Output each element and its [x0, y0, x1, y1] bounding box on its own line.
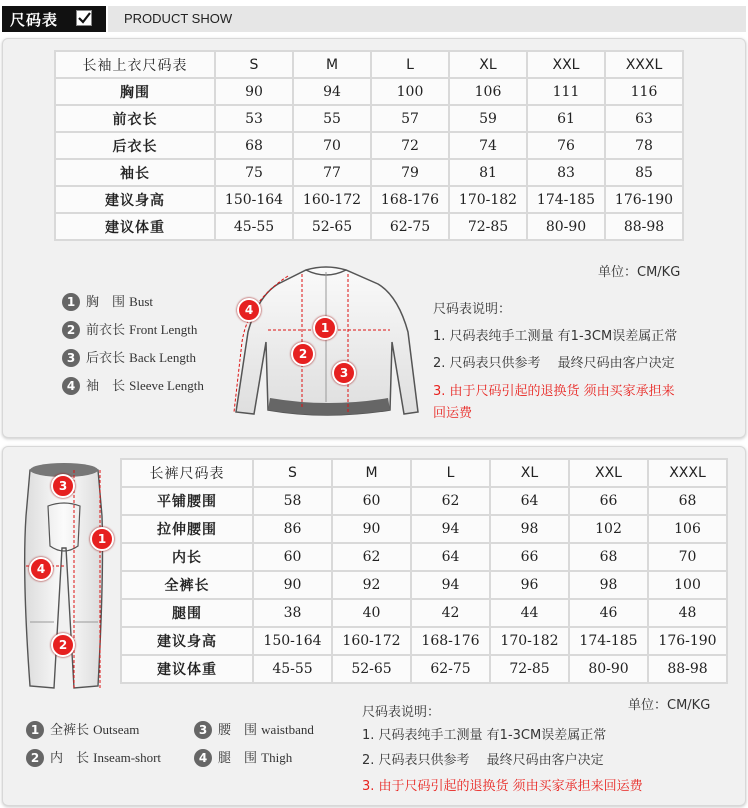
table-cell: 116: [606, 79, 682, 104]
size-header-l: L: [412, 460, 489, 486]
table-cell: 60: [254, 544, 331, 570]
row-label: 全裤长: [122, 572, 252, 598]
legend-label-zh: 后衣长: [86, 351, 126, 366]
table-row: [56, 79, 682, 104]
table-row: [122, 544, 726, 570]
jersey-unit-label: 单位：CM/KG: [598, 265, 681, 280]
table-cell: 55: [294, 106, 370, 131]
pants-size-table: [120, 458, 728, 684]
legend-label-en: waistband: [261, 722, 314, 737]
table-header-row: [56, 52, 682, 77]
legend-label-zh: 腰 围: [218, 723, 258, 738]
marker-inseam-icon: 2: [51, 633, 75, 657]
legend-item-inseam: [26, 747, 161, 767]
table-cell: 70: [649, 544, 726, 570]
row-label: 腿围: [122, 600, 252, 626]
table-cell: 64: [412, 544, 489, 570]
marker-bust-icon: 1: [313, 316, 337, 340]
table-cell: 86: [254, 516, 331, 542]
pants-note-3: 3. 由于尺码引起的退换货 须由买家承担来回运费: [362, 779, 643, 794]
table-cell: 40: [333, 600, 410, 626]
table-row: [122, 656, 726, 682]
number-badge-icon: 1: [62, 293, 80, 311]
table-cell: 80-90: [570, 656, 647, 682]
table-cell: 150-164: [254, 628, 331, 654]
table-cell: 62-75: [372, 214, 448, 239]
marker-sleeve-length-icon: 4: [237, 298, 261, 322]
table-cell: 79: [372, 160, 448, 185]
table-cell: 90: [333, 516, 410, 542]
size-header-m: M: [333, 460, 410, 486]
row-label: 袖长: [56, 160, 214, 185]
table-cell: 106: [450, 79, 526, 104]
table-cell: 66: [570, 488, 647, 514]
legend-label-zh: 袖 长: [86, 379, 126, 394]
table-cell: 174-185: [570, 628, 647, 654]
number-badge-icon: 2: [62, 321, 80, 339]
table-row: [56, 133, 682, 158]
table-cell: 72-85: [491, 656, 568, 682]
size-header-s: S: [216, 52, 292, 77]
number-badge-icon: 4: [62, 377, 80, 395]
table-cell: 62-75: [412, 656, 489, 682]
table-cell: 68: [216, 133, 292, 158]
table-cell: 53: [216, 106, 292, 131]
table-title-cell: 长裤尺码表: [122, 460, 252, 486]
legend-label-zh: 前衣长: [86, 323, 126, 338]
size-header-xl: XL: [491, 460, 568, 486]
row-label: 胸围: [56, 79, 214, 104]
table-cell: 94: [294, 79, 370, 104]
marker-front-length-icon: 2: [291, 342, 315, 366]
table-row: [122, 572, 726, 598]
legend-label-en: Bust: [129, 294, 153, 309]
table-row: [56, 214, 682, 239]
size-header-m: M: [294, 52, 370, 77]
table-row: [56, 187, 682, 212]
pants-unit-label: 单位：CM/KG: [628, 698, 711, 713]
row-label: 建议体重: [122, 656, 252, 682]
number-badge-icon: 1: [26, 721, 44, 739]
header-bar: [0, 0, 748, 36]
pants-note-1: 1. 尺码表纯手工测量 有1-3CM误差属正常: [362, 728, 607, 743]
number-badge-icon: 3: [194, 721, 212, 739]
size-header-s: S: [254, 460, 331, 486]
size-header-xl: XL: [450, 52, 526, 77]
table-cell: 62: [333, 544, 410, 570]
legend-item-bust: [62, 291, 153, 311]
number-badge-icon: 3: [62, 349, 80, 367]
legend-item-sleeve-length: [62, 375, 204, 395]
table-cell: 52-65: [294, 214, 370, 239]
table-cell: 94: [412, 516, 489, 542]
table-cell: 42: [412, 600, 489, 626]
row-label: 建议身高: [122, 628, 252, 654]
table-row: [122, 516, 726, 542]
table-cell: 83: [528, 160, 604, 185]
table-cell: 92: [333, 572, 410, 598]
table-cell: 44: [491, 600, 568, 626]
jersey-note-1: 1. 尺码表纯手工测量 有1-3CM误差属正常: [433, 329, 678, 344]
legend-label-en: Outseam: [93, 722, 140, 737]
table-cell: 58: [254, 488, 331, 514]
table-cell: 85: [606, 160, 682, 185]
legend-label-en: Back Length: [129, 350, 196, 365]
marker-waistband-icon: 3: [51, 474, 75, 498]
size-header-xxl: XXL: [570, 460, 647, 486]
table-cell: 96: [491, 572, 568, 598]
table-cell: 76: [528, 133, 604, 158]
legend-label-zh: 全裤长: [50, 723, 90, 738]
table-header-row: [122, 460, 726, 486]
table-cell: 160-172: [294, 187, 370, 212]
table-row: [122, 488, 726, 514]
table-cell: 80-90: [528, 214, 604, 239]
table-cell: 174-185: [528, 187, 604, 212]
marker-thigh-icon: 4: [29, 557, 53, 581]
legend-item-back-length: [62, 347, 196, 367]
row-label: 建议体重: [56, 214, 214, 239]
table-cell: 170-182: [450, 187, 526, 212]
table-cell: 111: [528, 79, 604, 104]
table-cell: 106: [649, 516, 726, 542]
legend-label-en: Inseam-short: [93, 750, 162, 765]
legend-item-front-length: [62, 319, 197, 339]
table-cell: 78: [606, 133, 682, 158]
table-cell: 70: [294, 133, 370, 158]
table-cell: 72-85: [450, 214, 526, 239]
table-row: [122, 600, 726, 626]
size-header-xxxl: XXXL: [606, 52, 682, 77]
table-title-cell: 长袖上衣尺码表: [56, 52, 214, 77]
jersey-note-3-line1: 3. 由于尺码引起的退换货 须由买家承担来: [433, 384, 675, 399]
jersey-size-table: [54, 50, 684, 241]
table-cell: 98: [491, 516, 568, 542]
row-label: 前衣长: [56, 106, 214, 131]
table-cell: 168-176: [412, 628, 489, 654]
legend-item-waistband: [194, 719, 314, 739]
table-cell: 98: [570, 572, 647, 598]
table-cell: 52-65: [333, 656, 410, 682]
table-cell: 102: [570, 516, 647, 542]
table-cell: 77: [294, 160, 370, 185]
table-cell: 59: [450, 106, 526, 131]
table-cell: 66: [491, 544, 568, 570]
table-cell: 57: [372, 106, 448, 131]
table-cell: 176-190: [606, 187, 682, 212]
table-cell: 63: [606, 106, 682, 131]
legend-label-en: Sleeve Length: [129, 378, 204, 393]
table-cell: 74: [450, 133, 526, 158]
table-cell: 88-98: [606, 214, 682, 239]
table-cell: 170-182: [491, 628, 568, 654]
row-label: 拉伸腰围: [122, 516, 252, 542]
jersey-illustration: [228, 262, 424, 426]
table-cell: 94: [412, 572, 489, 598]
number-badge-icon: 2: [26, 749, 44, 767]
pants-note-2: 2. 尺码表只供参考 最终尺码由客户决定: [362, 753, 604, 768]
legend-label-zh: 腿 围: [218, 751, 258, 766]
row-label: 内长: [122, 544, 252, 570]
jersey-note-2: 2. 尺码表只供参考 最终尺码由客户决定: [433, 356, 675, 371]
table-cell: 68: [570, 544, 647, 570]
table-cell: 62: [412, 488, 489, 514]
table-cell: 176-190: [649, 628, 726, 654]
table-cell: 48: [649, 600, 726, 626]
table-cell: 81: [450, 160, 526, 185]
table-cell: 88-98: [649, 656, 726, 682]
table-row: [122, 628, 726, 654]
checkmark-icon: [76, 10, 92, 26]
legend-label-zh: 内 长: [50, 751, 90, 766]
table-cell: 72: [372, 133, 448, 158]
table-cell: 100: [372, 79, 448, 104]
table-cell: 150-164: [216, 187, 292, 212]
row-label: 建议身高: [56, 187, 214, 212]
marker-back-length-icon: 3: [332, 361, 356, 385]
table-cell: 68: [649, 488, 726, 514]
table-row: [56, 160, 682, 185]
header-subtitle: PRODUCT SHOW: [124, 11, 233, 26]
header-title: 尺码表: [10, 11, 59, 29]
table-cell: 46: [570, 600, 647, 626]
jersey-notes-title: 尺码表说明：: [433, 302, 512, 317]
size-header-xxl: XXL: [528, 52, 604, 77]
table-cell: 160-172: [333, 628, 410, 654]
legend-item-thigh: [194, 747, 292, 767]
legend-label-zh: 胸 围: [86, 295, 126, 310]
row-label: 后衣长: [56, 133, 214, 158]
table-cell: 90: [216, 79, 292, 104]
legend-label-en: Front Length: [129, 322, 198, 337]
table-cell: 38: [254, 600, 331, 626]
table-cell: 45-55: [216, 214, 292, 239]
table-cell: 168-176: [372, 187, 448, 212]
table-cell: 100: [649, 572, 726, 598]
jersey-note-3-line2: 回运费: [433, 406, 473, 421]
row-label: 平铺腰围: [122, 488, 252, 514]
table-row: [56, 106, 682, 131]
table-cell: 60: [333, 488, 410, 514]
size-header-xxxl: XXXL: [649, 460, 726, 486]
table-cell: 90: [254, 572, 331, 598]
table-cell: 45-55: [254, 656, 331, 682]
number-badge-icon: 4: [194, 749, 212, 767]
legend-label-en: Thigh: [261, 750, 293, 765]
pants-notes-title: 尺码表说明：: [362, 705, 441, 720]
table-cell: 61: [528, 106, 604, 131]
size-header-l: L: [372, 52, 448, 77]
marker-outseam-icon: 1: [90, 527, 114, 551]
legend-item-outseam: [26, 719, 139, 739]
table-cell: 64: [491, 488, 568, 514]
table-cell: 75: [216, 160, 292, 185]
